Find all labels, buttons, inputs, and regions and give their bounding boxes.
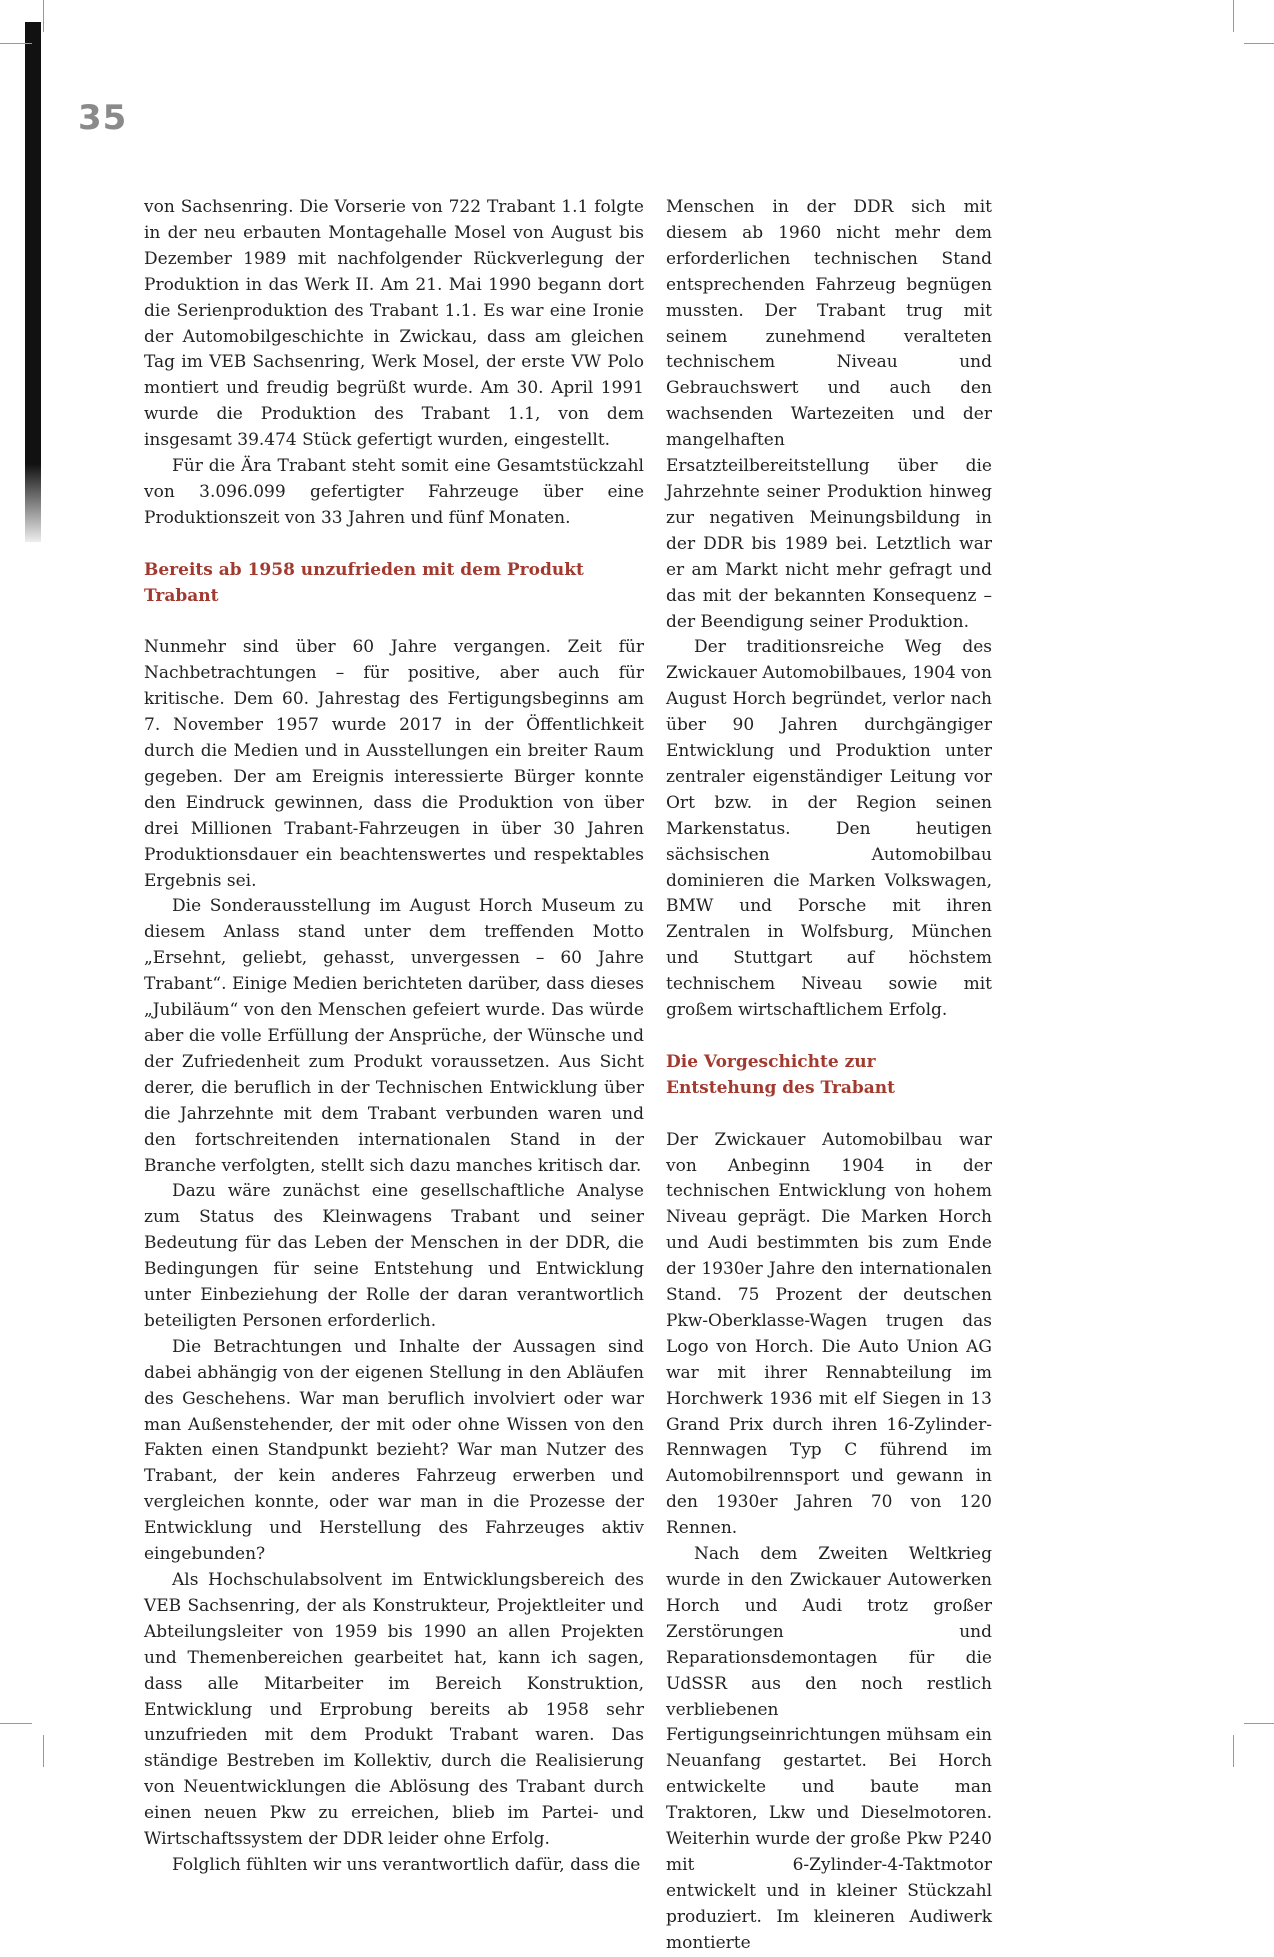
body-paragraph: Der traditionsreiche Weg des Zwickauer Automobilbaues, 1904 von August Horch begründet, verlor nach über 90 Jahren durchgängiger Entwicklung und Produktion unter zentraler eigenständiger Leitung vor Ort bzw. in der Region seinen Markenstatus. Den heutigen sächsischen Automobilbau dominieren die Marken Volkswagen, BMW und Porsche mit ihren Zentralen in Wolfsburg, München und Stuttgart auf höchstem technischem Niveau sowie mit großem wirtschaftlichem Erfolg. (666, 637, 992, 1021)
section-heading: Bereits ab 1958 unzufrieden mit dem Produkt Trabant (144, 559, 584, 606)
left-text-column (144, 195, 644, 1879)
body-paragraph: Menschen in der DDR sich mit diesem ab 1960 nicht mehr dem erforderlichen technischen Stand entsprechenden Fahrzeug begnügen mussten. Der Trabant trug mit seinem zunehmend veralteten technischem Niveau und Gebrauchswert und auch den wachsenden Wartezeiten und der mangelhaften Ersatzteilbereitstellung über die Jahrzehnte seiner Produktion hinweg zur negativen Meinungsbildung in der DDR bis 1989 bei. Letztlich war er am Markt nicht mehr gefragt und das mit der bekannten Konsequenz – der Beendigung seiner Produktion. (666, 197, 992, 632)
crop-mark-top-left-h (0, 43, 32, 44)
body-paragraph: Der Zwickauer Automobilbau war von Anbeginn 1904 in der technischen Entwicklung von hohem Niveau geprägt. Die Marken Horch und Audi bestimmten bis zum Ende der 1930er Jahre den internationalen Stand. 75 Prozent der deutschen Pkw-Oberklasse-Wagen trugen das Logo von Horch. Die Auto Union AG war mit ihrer Rennabteilung im Horchwerk 1936 mit elf Siegen in 13 Grand Prix durch ihren 16-Zylinder-Rennwagen Typ C führend im Automobilrennsport und gewann in den 1930er Jahren 70 von 120 Rennen. (666, 1129, 992, 1539)
crop-mark-top-left-v (43, 0, 44, 32)
body-paragraph: Die Sonderausstellung im August Horch Museum zu diesem Anlass stand unter dem treffenden Motto „Ersehnt, geliebt, gehasst, unvergessen – 60 Jahre Trabant“. Einige Medien berichteten darüber, dass dieses „Jubiläum“ von den Menschen gefeiert wurde. Das würde aber die volle Erfüllung der Ansprüche, der Wünsche und der Zufriedenheit zum Produkt voraussetzen. Aus Sicht derer, die beruflich in der Technischen Entwicklung über die Jahrzehnte mit dem Trabant verbunden waren und den fortschreitenden internationalen Stand in der Branche verfolgten, stellt sich dazu manches kritisch dar. (144, 896, 644, 1176)
crop-mark-top-right-h (1244, 43, 1274, 44)
page-number: 35 (78, 98, 128, 138)
crop-mark-bottom-left-h (0, 1723, 32, 1724)
crop-mark-top-right-v (1233, 0, 1234, 32)
body-paragraph: Für die Ära Trabant steht somit eine Gesamtstückzahl von 3.096.099 gefertigter Fahrzeuge über eine Produktionszeit von 33 Jahren und fünf Monaten. (144, 456, 644, 528)
crop-mark-bottom-left-v (43, 1735, 44, 1767)
printer-color-bar (25, 22, 41, 542)
body-paragraph: Die Betrachtungen und Inhalte der Aussagen sind dabei abhängig von der eigenen Stellung in den Abläufen des Geschehens. War man beruflich involviert oder war man Außenstehender, der mit oder ohne Wissen von den Fakten einen Standpunkt bezieht? War man Nutzer des Trabant, der kein anderes Fahrzeug erwerben und vergleichen konnte, oder war man in die Prozesse der Entwicklung und Herstellung des Fahrzeuges aktiv eingebunden? (144, 1336, 644, 1565)
body-paragraph: von Sachsenring. Die Vorserie von 722 Trabant 1.1 folgte in der neu erbauten Montagehalle Mosel von August bis Dezember 1989 mit nachfolgender Rückverlegung der Produktion in das Werk II. Am 21. Mai 1990 begann dort die Serienproduktion des Trabant 1.1. Es war eine Ironie der Automobilgeschichte in Zwickau, dass am gleichen Tag im VEB Sachsenring, Werk Mosel, der erste VW Polo montiert und freudig begrüßt wurde. Am 30. April 1991 wurde die Produktion des Trabant 1.1, von dem insgesamt 39.474 Stück gefertigt wurden, eingestellt. (144, 197, 644, 451)
body-paragraph: Folglich fühlten wir uns verantwortlich dafür, dass die (172, 1854, 641, 1875)
body-paragraph: Als Hochschulabsolvent im Entwicklungsbereich des VEB Sachsenring, der als Konstrukteur, Projektleiter und Abteilungsleiter von 1959 bis 1990 an allen Projekten und Themenbereichen gearbeitet hat, kann ich sagen, dass alle Mitarbeiter im Bereich Konstruktion, Entwicklung und Erprobung bereits ab 1958 sehr unzufrieden mit dem Produkt Trabant waren. Das ständige Bestreben im Kollektiv, durch die Realisierung von Neuentwicklungen die Ablösung des Trabant durch einen neuen Pkw zu erreichen, blieb im Partei- und Wirtschaftssystem der DDR leider ohne Erfolg. (144, 1570, 644, 1850)
section-heading: Die Vorgeschichte zur Entstehung des Trabant (666, 1051, 895, 1098)
body-paragraph: Nunmehr sind über 60 Jahre vergangen. Zeit für Nachbetrachtungen – für positive, aber auch für kritische. Dem 60. Jahrestag des Fertigungsbeginns am 7. November 1957 wurde 2017 in der Öffentlichkeit durch die Medien und in Ausstellungen ein breiter Raum gegeben. Der am Ereignis interessierte Bürger konnte den Eindruck gewinnen, dass die Produktion von über drei Millionen Trabant-Fahrzeugen in über 30 Jahren Produktionsdauer ein beachtenswertes und respektables Ergebnis sei. (144, 637, 644, 891)
right-text-column (666, 195, 992, 1957)
body-paragraph: Nach dem Zweiten Weltkrieg wurde in den Zwickauer Autowerken Horch und Audi trotz großer Zerstörungen und Reparationsdemontagen für die UdSSR aus den noch restlich verbliebenen Fertigungseinrichtungen mühsam ein Neuanfang gestartet. Bei Horch entwickelte und baute man Traktoren, Lkw und Dieselmotoren. Weiterhin wurde der große Pkw P240 mit 6-Zylinder-4-Taktmotor entwickelt und in kleiner Stückzahl produziert. Im kleineren Audiwerk montierte (666, 1544, 992, 1953)
body-paragraph: Dazu wäre zunächst eine gesellschaftliche Analyse zum Status des Kleinwagens Trabant und seiner Bedeutung für das Leben der Menschen in der DDR, die Bedingungen für seine Entstehung und Entwicklung unter Einbeziehung der Rolle der daran verantwortlich beteiligten Personen erforderlich. (144, 1181, 644, 1331)
crop-mark-bottom-right-v (1233, 1735, 1234, 1767)
crop-mark-bottom-right-h (1244, 1723, 1274, 1724)
